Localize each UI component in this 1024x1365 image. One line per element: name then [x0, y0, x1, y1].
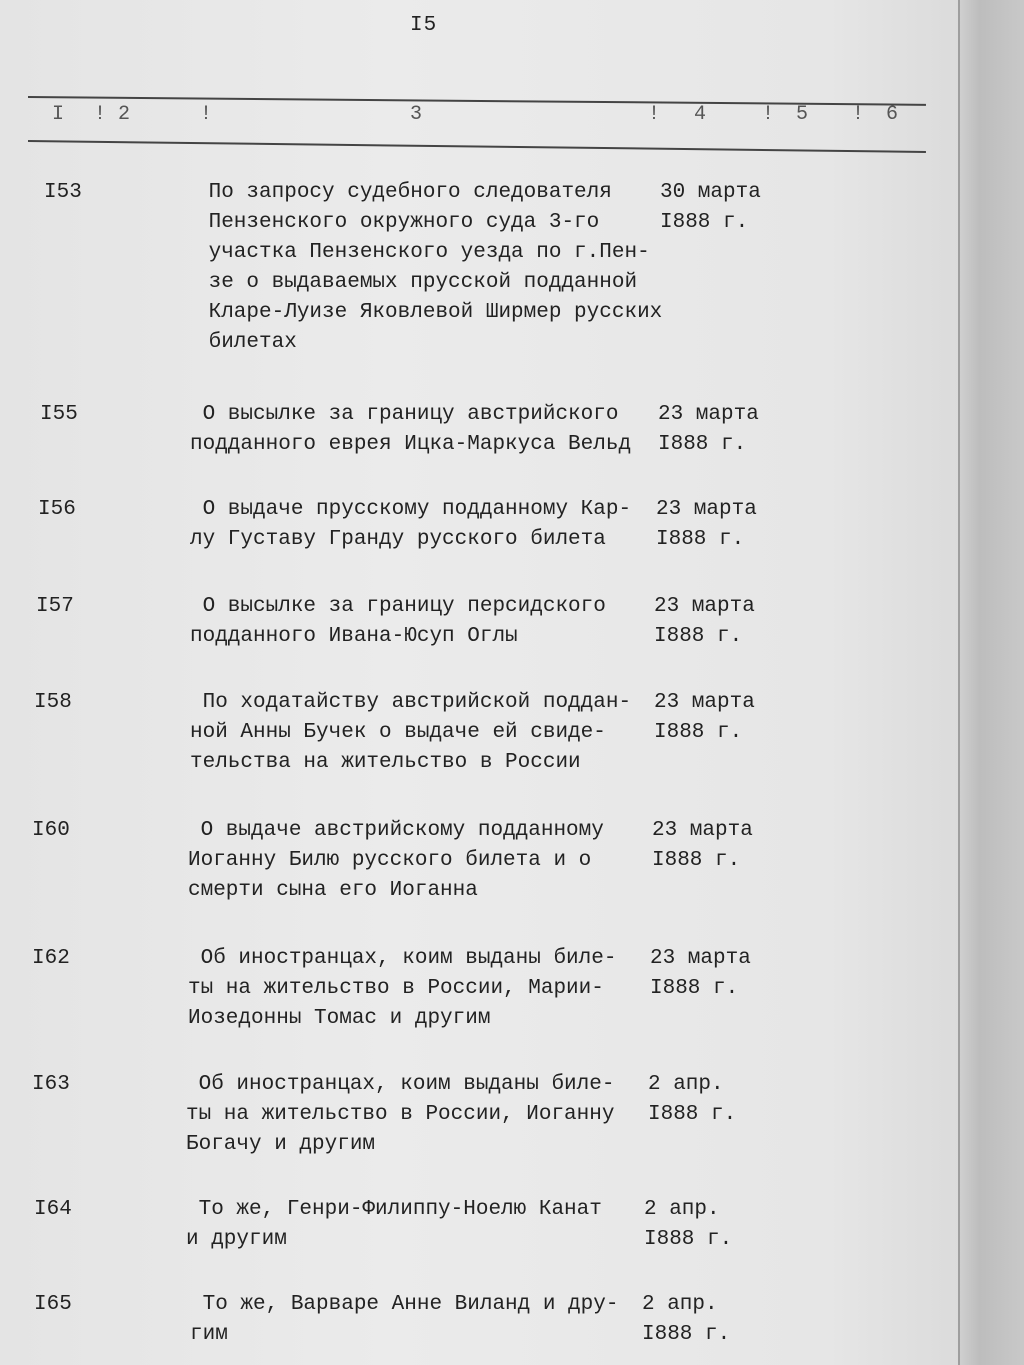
record-title: То же, Генри-Филиппу-Ноелю Канат и другим: [186, 1198, 602, 1251]
header-col-1: I: [52, 103, 65, 126]
record-title: Об иностранцах, коим выданы биле- ты на жительство в России, Марии- Иозедонны Томас и другим: [188, 947, 617, 1030]
record-date: 23 марта I888 г.: [658, 403, 759, 456]
table-header: [0, 103, 960, 133]
header-sep: !: [762, 103, 775, 126]
record-date: 2 апр. I888 г.: [642, 1293, 731, 1346]
header-col-4: 4: [694, 103, 707, 126]
header-col-2: 2: [118, 103, 131, 126]
header-sep: !: [852, 103, 865, 126]
header-col-3: 3: [410, 103, 423, 126]
record-number: I55: [40, 403, 78, 426]
record-title: Об иностранцах, коим выданы биле- ты на жительство в России, Иоганну Богачу и другим: [186, 1073, 615, 1156]
record-number: I53: [44, 181, 82, 204]
header-col-6: 6: [886, 103, 899, 126]
header-sep: !: [648, 103, 661, 126]
page-number: I5: [410, 14, 438, 37]
record-date: 23 марта I888 г.: [654, 595, 755, 648]
header-sep: !: [200, 103, 213, 126]
record-date: 2 апр. I888 г.: [648, 1073, 737, 1126]
page-edge: [958, 0, 1024, 1365]
record-title: По ходатайству австрийской поддан- ной Анны Бучек о выдаче ей свиде- тельства на жительство в России: [190, 691, 632, 774]
record-title: По запросу судебного следователя Пензенского окружного суда 3-го участка Пензенского уезда по г.Пен- зе о выдаваемых прусской подданной Кларе-Луизе Яковлевой Ширмер русских билетах: [208, 181, 663, 354]
record-number: I64: [34, 1198, 72, 1221]
record-date: 30 марта I888 г.: [660, 181, 761, 234]
record-date: 2 апр. I888 г.: [644, 1198, 733, 1251]
record-date: 23 марта I888 г.: [654, 691, 755, 744]
header-sep: !: [94, 103, 107, 126]
record-number: I60: [32, 819, 70, 842]
header-col-5: 5: [796, 103, 809, 126]
record-title: То же, Варваре Анне Виланд и дру- гим: [190, 1293, 619, 1346]
record-title: О высылке за границу австрийского подданного еврея Ицка-Маркуса Вельд: [190, 403, 632, 456]
record-date: 23 марта I888 г.: [656, 498, 757, 551]
record-number: I62: [32, 947, 70, 970]
record-date: 23 марта I888 г.: [652, 819, 753, 872]
record-number: I57: [36, 595, 74, 618]
record-number: I58: [34, 691, 72, 714]
record-title: О выдаче австрийскому подданному Иоганну Билю русского билета и о смерти сына его Иоганна: [188, 819, 604, 902]
record-title: О выдаче прусскому подданному Кар- лу Густаву Гранду русского билета: [190, 498, 632, 551]
record-title: О высылке за границу персидского подданного Ивана-Юсуп Оглы: [190, 595, 606, 648]
record-number: I65: [34, 1293, 72, 1316]
record-date: 23 марта I888 г.: [650, 947, 751, 1000]
record-number: I63: [32, 1073, 70, 1096]
record-number: I56: [38, 498, 76, 521]
